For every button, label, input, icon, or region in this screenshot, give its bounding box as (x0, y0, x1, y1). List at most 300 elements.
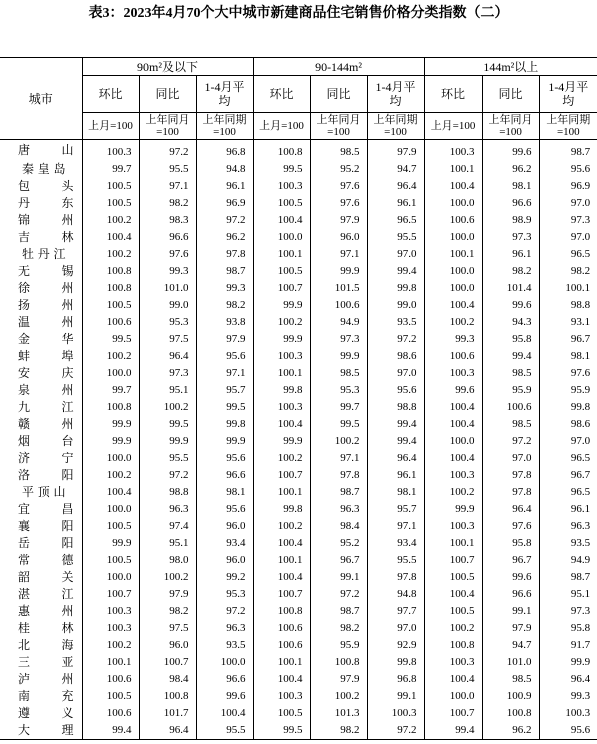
lt90-ytd-avg-index: 97.1 (196, 365, 253, 382)
city-name: 赣州 (18, 417, 74, 431)
mid90-144-ytd-avg-index: 97.2 (367, 331, 424, 348)
gt144-yoy-index: 96.6 (482, 586, 539, 603)
metric-header-ytd-avg: 1-4月平均 (367, 76, 424, 113)
lt90-ytd-avg-index: 99.8 (196, 416, 253, 433)
lt90-yoy-index: 97.3 (139, 365, 196, 382)
lt90-yoy-index: 100.7 (139, 654, 196, 671)
city-name: 韶关 (18, 570, 74, 584)
gt144-mom-index: 100.7 (424, 552, 482, 569)
city-name: 南充 (18, 689, 74, 703)
base-header-same-month-last-year: 上年同月=100 (139, 113, 196, 140)
gt144-ytd-avg-index: 98.7 (539, 569, 597, 586)
mid90-144-ytd-avg-index: 97.0 (367, 620, 424, 637)
lt90-mom-index: 100.8 (82, 280, 139, 297)
lt90-yoy-index: 99.9 (139, 433, 196, 450)
mid90-144-yoy-index: 101.5 (310, 280, 367, 297)
gt144-yoy-index: 96.2 (482, 161, 539, 178)
gt144-mom-index: 100.1 (424, 535, 482, 552)
lt90-yoy-index: 97.1 (139, 178, 196, 195)
city-name: 唐山 (18, 143, 74, 157)
lt90-ytd-avg-index: 95.3 (196, 586, 253, 603)
lt90-mom-index: 100.2 (82, 212, 139, 229)
lt90-mom-index: 99.9 (82, 416, 139, 433)
lt90-yoy-index: 97.9 (139, 586, 196, 603)
gt144-mom-index: 99.6 (424, 382, 482, 399)
mid90-144-ytd-avg-index: 98.1 (367, 484, 424, 501)
gt144-yoy-index: 96.2 (482, 722, 539, 740)
table-header (0, 58, 597, 140)
mid90-144-mom-index: 99.8 (253, 382, 310, 399)
lt90-ytd-avg-index: 98.7 (196, 263, 253, 280)
lt90-yoy-index: 100.2 (139, 399, 196, 416)
table-row (0, 263, 597, 280)
base-header-prev-month: 上月=100 (82, 113, 139, 140)
table-row (0, 195, 597, 212)
gt144-yoy-index: 98.2 (482, 263, 539, 280)
gt144-yoy-index: 97.6 (482, 518, 539, 535)
table-row (0, 467, 597, 484)
table-row (0, 212, 597, 229)
mid90-144-ytd-avg-index: 97.9 (367, 140, 424, 162)
gt144-yoy-index: 99.6 (482, 140, 539, 162)
city-name: 湛江 (18, 587, 74, 601)
mid90-144-mom-index: 99.5 (253, 161, 310, 178)
city-name: 遵义 (18, 706, 74, 720)
table-row (0, 399, 597, 416)
mid90-144-mom-index: 99.9 (253, 297, 310, 314)
table-row (0, 688, 597, 705)
gt144-mom-index: 100.4 (424, 586, 482, 603)
metric-header-yoy: 同比 (310, 76, 367, 113)
gt144-yoy-index: 95.9 (482, 382, 539, 399)
city-name: 九江 (18, 400, 74, 414)
lt90-mom-index: 100.5 (82, 195, 139, 212)
gt144-ytd-avg-index: 97.0 (539, 433, 597, 450)
lt90-ytd-avg-index: 97.9 (196, 331, 253, 348)
mid90-144-yoy-index: 97.6 (310, 178, 367, 195)
base-header-same-period-last-year: 上年同期=100 (196, 113, 253, 140)
lt90-mom-index: 99.7 (82, 161, 139, 178)
lt90-yoy-index: 95.5 (139, 161, 196, 178)
mid90-144-mom-index: 100.1 (253, 484, 310, 501)
lt90-ytd-avg-index: 95.7 (196, 382, 253, 399)
mid90-144-mom-index: 100.3 (253, 399, 310, 416)
table-body (0, 140, 597, 740)
mid90-144-yoy-index: 97.9 (310, 671, 367, 688)
gt144-mom-index: 100.1 (424, 161, 482, 178)
gt144-yoy-index: 96.4 (482, 501, 539, 518)
gt144-ytd-avg-index: 95.8 (539, 620, 597, 637)
gt144-yoy-index: 94.3 (482, 314, 539, 331)
gt144-ytd-avg-index: 98.1 (539, 348, 597, 365)
mid90-144-ytd-avg-index: 100.3 (367, 705, 424, 722)
mid90-144-ytd-avg-index: 98.6 (367, 348, 424, 365)
gt144-ytd-avg-index: 93.1 (539, 314, 597, 331)
city-name: 济宁 (18, 451, 74, 465)
gt144-yoy-index: 99.6 (482, 297, 539, 314)
group-header-90-144: 90-144m² (253, 58, 424, 76)
city-name: 泉州 (18, 383, 74, 397)
mid90-144-mom-index: 100.6 (253, 637, 310, 654)
lt90-ytd-avg-index: 95.6 (196, 501, 253, 518)
mid90-144-mom-index: 100.3 (253, 178, 310, 195)
lt90-ytd-avg-index: 99.5 (196, 399, 253, 416)
lt90-ytd-avg-index: 94.8 (196, 161, 253, 178)
mid90-144-ytd-avg-index: 95.6 (367, 382, 424, 399)
mid90-144-mom-index: 100.4 (253, 416, 310, 433)
gt144-yoy-index: 100.8 (482, 705, 539, 722)
gt144-ytd-avg-index: 96.5 (539, 484, 597, 501)
table-row (0, 637, 597, 654)
city-name: 锦州 (18, 213, 74, 227)
gt144-ytd-avg-index: 96.1 (539, 501, 597, 518)
mid90-144-mom-index: 99.8 (253, 501, 310, 518)
gt144-yoy-index: 100.9 (482, 688, 539, 705)
city-name: 桂林 (18, 621, 74, 635)
lt90-mom-index: 100.5 (82, 552, 139, 569)
table-row (0, 603, 597, 620)
mid90-144-yoy-index: 97.8 (310, 467, 367, 484)
gt144-ytd-avg-index: 98.6 (539, 416, 597, 433)
gt144-yoy-index: 96.7 (482, 552, 539, 569)
gt144-yoy-index: 97.3 (482, 229, 539, 246)
gt144-ytd-avg-index: 97.6 (539, 365, 597, 382)
mid90-144-mom-index: 100.5 (253, 195, 310, 212)
city-name: 北海 (18, 638, 74, 652)
gt144-mom-index: 100.2 (424, 620, 482, 637)
gt144-yoy-index: 98.1 (482, 178, 539, 195)
metric-header-ytd-avg: 1-4月平均 (196, 76, 253, 113)
mid90-144-mom-index: 100.3 (253, 688, 310, 705)
header-row-bases (0, 113, 597, 140)
lt90-ytd-avg-index: 99.6 (196, 688, 253, 705)
mid90-144-yoy-index: 99.9 (310, 263, 367, 280)
gt144-ytd-avg-index: 96.3 (539, 518, 597, 535)
city-name: 金华 (18, 332, 74, 346)
gt144-mom-index: 100.4 (424, 416, 482, 433)
mid90-144-yoy-index: 100.8 (310, 654, 367, 671)
mid90-144-ytd-avg-index: 95.7 (367, 501, 424, 518)
city-name: 温州 (18, 315, 74, 329)
gt144-yoy-index: 95.8 (482, 331, 539, 348)
lt90-yoy-index: 100.8 (139, 688, 196, 705)
lt90-yoy-index: 96.4 (139, 722, 196, 740)
lt90-mom-index: 100.2 (82, 246, 139, 263)
base-header-same-period-last-year: 上年同期=100 (367, 113, 424, 140)
lt90-mom-index: 100.0 (82, 365, 139, 382)
lt90-mom-index: 99.9 (82, 433, 139, 450)
lt90-ytd-avg-index: 100.4 (196, 705, 253, 722)
gt144-mom-index: 100.3 (424, 140, 482, 162)
lt90-mom-index: 99.5 (82, 331, 139, 348)
mid90-144-ytd-avg-index: 93.5 (367, 314, 424, 331)
mid90-144-ytd-avg-index: 99.1 (367, 688, 424, 705)
base-header-same-month-last-year: 上年同月=100 (310, 113, 367, 140)
mid90-144-yoy-index: 97.9 (310, 212, 367, 229)
gt144-ytd-avg-index: 97.0 (539, 195, 597, 212)
mid90-144-ytd-avg-index: 95.5 (367, 552, 424, 569)
city-name: 襄阳 (18, 519, 74, 533)
lt90-ytd-avg-index: 96.9 (196, 195, 253, 212)
gt144-ytd-avg-index: 96.5 (539, 450, 597, 467)
mid90-144-ytd-avg-index: 97.1 (367, 518, 424, 535)
table-row (0, 535, 597, 552)
lt90-ytd-avg-index: 93.4 (196, 535, 253, 552)
gt144-mom-index: 100.0 (424, 688, 482, 705)
group-header-90-and-below: 90m²及以下 (82, 58, 253, 76)
mid90-144-mom-index: 100.4 (253, 569, 310, 586)
gt144-mom-index: 100.8 (424, 637, 482, 654)
metric-header-yoy: 同比 (482, 76, 539, 113)
lt90-ytd-avg-index: 95.5 (196, 722, 253, 740)
gt144-mom-index: 100.0 (424, 280, 482, 297)
lt90-ytd-avg-index: 95.6 (196, 450, 253, 467)
lt90-mom-index: 100.5 (82, 518, 139, 535)
mid90-144-yoy-index: 97.6 (310, 195, 367, 212)
lt90-ytd-avg-index: 96.0 (196, 552, 253, 569)
mid90-144-yoy-index: 96.3 (310, 501, 367, 518)
gt144-ytd-avg-index: 96.7 (539, 331, 597, 348)
city-name: 吉林 (18, 230, 74, 244)
city-name: 大理 (18, 723, 74, 737)
mid90-144-mom-index: 100.8 (253, 140, 310, 162)
mid90-144-ytd-avg-index: 97.7 (367, 603, 424, 620)
mid90-144-mom-index: 100.7 (253, 280, 310, 297)
gt144-yoy-index: 97.8 (482, 467, 539, 484)
lt90-mom-index: 100.6 (82, 671, 139, 688)
mid90-144-mom-index: 100.4 (253, 671, 310, 688)
lt90-ytd-avg-index: 96.2 (196, 229, 253, 246)
gt144-mom-index: 100.4 (424, 450, 482, 467)
mid90-144-yoy-index: 98.2 (310, 722, 367, 740)
lt90-ytd-avg-index: 96.0 (196, 518, 253, 535)
gt144-mom-index: 99.9 (424, 501, 482, 518)
city-name: 无锡 (18, 264, 74, 278)
gt144-mom-index: 99.4 (424, 722, 482, 740)
lt90-mom-index: 100.8 (82, 399, 139, 416)
lt90-ytd-avg-index: 98.1 (196, 484, 253, 501)
table-title: 表3：2023年4月70个大中城市新建商品住宅销售价格分类指数（二） (88, 6, 509, 21)
lt90-ytd-avg-index: 100.0 (196, 654, 253, 671)
gt144-ytd-avg-index: 98.7 (539, 140, 597, 162)
mid90-144-mom-index: 100.5 (253, 263, 310, 280)
mid90-144-ytd-avg-index: 97.8 (367, 569, 424, 586)
base-header-same-period-last-year: 上年同期=100 (539, 113, 597, 140)
mid90-144-ytd-avg-index: 96.4 (367, 178, 424, 195)
mid90-144-mom-index: 99.9 (253, 433, 310, 450)
lt90-ytd-avg-index: 96.6 (196, 467, 253, 484)
lt90-ytd-avg-index: 99.2 (196, 569, 253, 586)
gt144-ytd-avg-index: 99.9 (539, 654, 597, 671)
gt144-ytd-avg-index: 98.2 (539, 263, 597, 280)
gt144-yoy-index: 97.8 (482, 484, 539, 501)
mid90-144-mom-index: 100.1 (253, 552, 310, 569)
lt90-mom-index: 100.6 (82, 705, 139, 722)
city-name: 惠州 (18, 604, 74, 618)
gt144-ytd-avg-index: 97.0 (539, 229, 597, 246)
metric-header-mom: 环比 (82, 76, 139, 113)
mid90-144-yoy-index: 94.9 (310, 314, 367, 331)
group-header-144-and-above: 144m²以上 (424, 58, 597, 76)
table-row (0, 722, 597, 740)
lt90-mom-index: 100.3 (82, 603, 139, 620)
lt90-yoy-index: 100.2 (139, 569, 196, 586)
lt90-mom-index: 99.4 (82, 722, 139, 740)
gt144-mom-index: 100.4 (424, 178, 482, 195)
gt144-ytd-avg-index: 91.7 (539, 637, 597, 654)
gt144-yoy-index: 98.5 (482, 416, 539, 433)
lt90-ytd-avg-index: 97.2 (196, 603, 253, 620)
lt90-yoy-index: 98.4 (139, 671, 196, 688)
city-name: 徐州 (18, 281, 74, 295)
table-row (0, 178, 597, 195)
city-name: 三亚 (18, 655, 74, 669)
lt90-ytd-avg-index: 93.8 (196, 314, 253, 331)
table-row (0, 365, 597, 382)
lt90-mom-index: 100.8 (82, 263, 139, 280)
gt144-mom-index: 100.5 (424, 603, 482, 620)
city-name: 丹东 (18, 196, 74, 210)
lt90-yoy-index: 97.2 (139, 467, 196, 484)
gt144-mom-index: 100.7 (424, 705, 482, 722)
mid90-144-mom-index: 100.3 (253, 348, 310, 365)
city-name: 牡丹江 (22, 247, 66, 261)
mid90-144-mom-index: 100.2 (253, 518, 310, 535)
gt144-mom-index: 99.3 (424, 331, 482, 348)
metric-header-ytd-avg: 1-4月平均 (539, 76, 597, 113)
metric-header-mom: 环比 (424, 76, 482, 113)
table-row (0, 552, 597, 569)
mid90-144-mom-index: 100.7 (253, 467, 310, 484)
mid90-144-ytd-avg-index: 99.8 (367, 654, 424, 671)
mid90-144-mom-index: 100.5 (253, 705, 310, 722)
gt144-ytd-avg-index: 96.9 (539, 178, 597, 195)
gt144-ytd-avg-index: 100.1 (539, 280, 597, 297)
city-name: 宜昌 (18, 502, 74, 516)
mid90-144-mom-index: 100.2 (253, 314, 310, 331)
header-row-metrics (0, 76, 597, 113)
table-row (0, 161, 597, 178)
mid90-144-yoy-index: 95.3 (310, 382, 367, 399)
lt90-yoy-index: 96.4 (139, 348, 196, 365)
lt90-yoy-index: 95.5 (139, 450, 196, 467)
gt144-yoy-index: 101.4 (482, 280, 539, 297)
table-row (0, 450, 597, 467)
lt90-mom-index: 99.9 (82, 535, 139, 552)
mid90-144-yoy-index: 97.1 (310, 450, 367, 467)
gt144-yoy-index: 98.5 (482, 671, 539, 688)
mid90-144-mom-index: 100.1 (253, 246, 310, 263)
lt90-mom-index: 100.0 (82, 450, 139, 467)
gt144-mom-index: 100.2 (424, 484, 482, 501)
gt144-ytd-avg-index: 94.9 (539, 552, 597, 569)
lt90-yoy-index: 96.0 (139, 637, 196, 654)
mid90-144-ytd-avg-index: 94.7 (367, 161, 424, 178)
table-row (0, 416, 597, 433)
gt144-yoy-index: 98.5 (482, 365, 539, 382)
lt90-ytd-avg-index: 99.3 (196, 280, 253, 297)
mid90-144-mom-index: 100.0 (253, 229, 310, 246)
table-row (0, 314, 597, 331)
lt90-ytd-avg-index: 93.5 (196, 637, 253, 654)
city-name: 蚌埠 (18, 349, 74, 363)
city-column-header: 城市 (0, 58, 82, 140)
base-header-prev-month: 上月=100 (424, 113, 482, 140)
gt144-yoy-index: 99.6 (482, 569, 539, 586)
lt90-yoy-index: 97.5 (139, 620, 196, 637)
city-name: 平顶山 (22, 485, 66, 499)
mid90-144-yoy-index: 99.7 (310, 399, 367, 416)
gt144-ytd-avg-index: 95.6 (539, 722, 597, 740)
gt144-ytd-avg-index: 95.9 (539, 382, 597, 399)
table-row (0, 484, 597, 501)
mid90-144-ytd-avg-index: 99.8 (367, 280, 424, 297)
mid90-144-yoy-index: 98.2 (310, 620, 367, 637)
table-row (0, 569, 597, 586)
lt90-ytd-avg-index: 95.6 (196, 348, 253, 365)
gt144-ytd-avg-index: 97.3 (539, 212, 597, 229)
lt90-yoy-index: 96.3 (139, 501, 196, 518)
lt90-mom-index: 100.3 (82, 620, 139, 637)
mid90-144-ytd-avg-index: 97.2 (367, 722, 424, 740)
mid90-144-mom-index: 100.2 (253, 450, 310, 467)
city-name: 秦皇岛 (22, 162, 66, 176)
gt144-ytd-avg-index: 96.7 (539, 467, 597, 484)
lt90-yoy-index: 97.2 (139, 140, 196, 162)
lt90-yoy-index: 97.6 (139, 246, 196, 263)
gt144-yoy-index: 96.1 (482, 246, 539, 263)
gt144-ytd-avg-index: 100.3 (539, 705, 597, 722)
base-header-prev-month: 上月=100 (253, 113, 310, 140)
gt144-ytd-avg-index: 95.1 (539, 586, 597, 603)
table-row (0, 229, 597, 246)
gt144-ytd-avg-index: 99.8 (539, 399, 597, 416)
mid90-144-mom-index: 100.7 (253, 586, 310, 603)
mid90-144-yoy-index: 96.0 (310, 229, 367, 246)
mid90-144-yoy-index: 97.2 (310, 586, 367, 603)
table-row (0, 620, 597, 637)
gt144-ytd-avg-index: 97.3 (539, 603, 597, 620)
table-row (0, 705, 597, 722)
lt90-mom-index: 100.7 (82, 586, 139, 603)
gt144-mom-index: 100.4 (424, 671, 482, 688)
city-name: 常德 (18, 553, 74, 567)
lt90-yoy-index: 98.3 (139, 212, 196, 229)
gt144-ytd-avg-index: 96.5 (539, 246, 597, 263)
lt90-mom-index: 99.7 (82, 382, 139, 399)
table-row (0, 501, 597, 518)
mid90-144-ytd-avg-index: 99.4 (367, 263, 424, 280)
mid90-144-mom-index: 100.1 (253, 654, 310, 671)
metric-header-mom: 环比 (253, 76, 310, 113)
lt90-yoy-index: 99.0 (139, 297, 196, 314)
mid90-144-ytd-avg-index: 95.5 (367, 229, 424, 246)
gt144-yoy-index: 97.9 (482, 620, 539, 637)
mid90-144-yoy-index: 95.9 (310, 637, 367, 654)
lt90-ytd-avg-index: 96.6 (196, 671, 253, 688)
gt144-yoy-index: 95.8 (482, 535, 539, 552)
lt90-ytd-avg-index: 97.2 (196, 212, 253, 229)
table-row (0, 671, 597, 688)
lt90-yoy-index: 97.5 (139, 331, 196, 348)
city-name: 包头 (18, 179, 74, 193)
city-name: 洛阳 (18, 468, 74, 482)
lt90-mom-index: 100.4 (82, 484, 139, 501)
lt90-yoy-index: 98.8 (139, 484, 196, 501)
lt90-yoy-index: 98.2 (139, 195, 196, 212)
table-row (0, 297, 597, 314)
gt144-mom-index: 100.5 (424, 569, 482, 586)
